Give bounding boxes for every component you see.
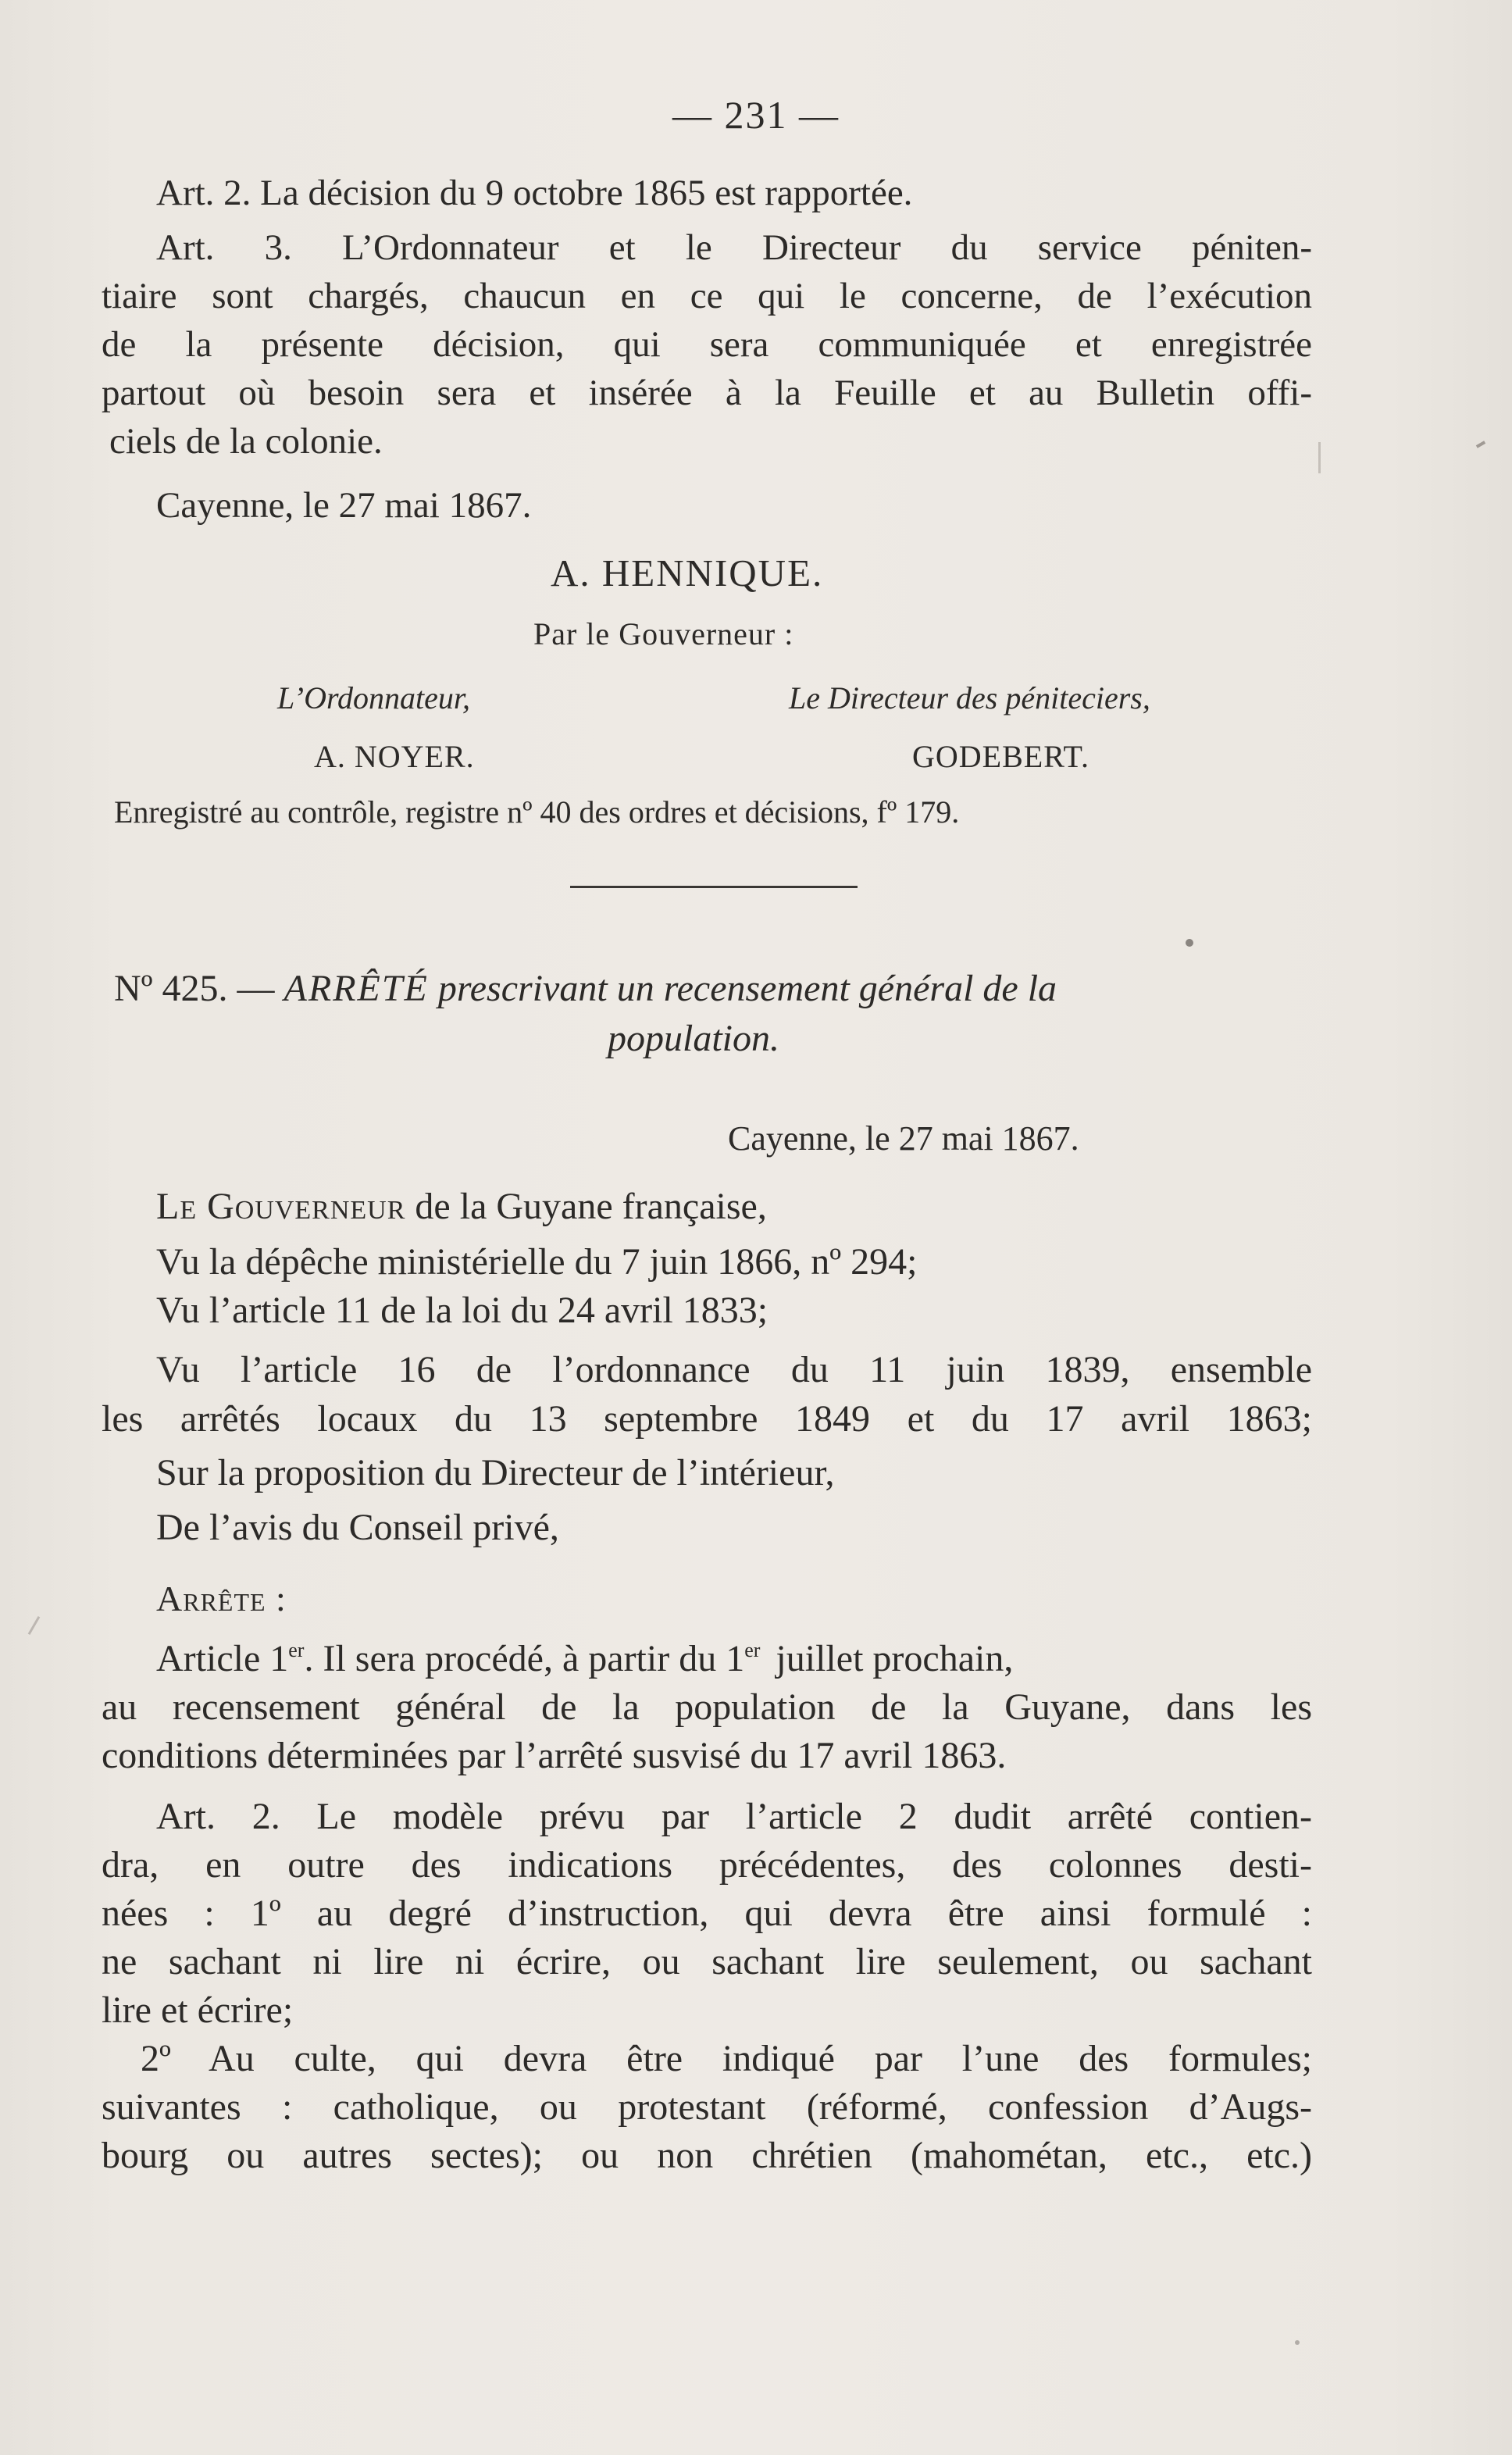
arrete-dash: — [237, 968, 275, 1009]
arrete-label: Arrête : [156, 1579, 287, 1618]
decision-by-governor: Par le Gouverneur : [533, 616, 794, 651]
page-number: — 231 — [672, 93, 840, 137]
decision-article-2: Art. 2. La décision du 9 octobre 1865 est rapportée. [156, 173, 913, 213]
arrete-governor-rest: de la Guyane française, [415, 1186, 767, 1227]
arrete-title-word: ARRÊTÉ [284, 968, 429, 1009]
article-1-line-3: conditions déterminées par l’arrêté susvisé du 17 avril 1863. [102, 1735, 1007, 1776]
decision-article-3-line-1: Art. 3. L’Ordonnateur et le Directeur du service péniten- [156, 227, 1312, 268]
article-2-line-4: ne sachant ni lire ni écrire, ou sachant lire seulement, ou sachant [102, 1941, 1312, 1982]
consideration-3: Vu l’article 16 de l’ordonnance du 11 juin 1839, ensemble [156, 1349, 1312, 1390]
registration-note: Enregistré au contrôle, registre nº 40 des ordres et décisions, fº 179. [114, 794, 960, 830]
decision-article-3-line-4: partout où besoin sera et insérée à la Feuille et au Bulletin offi- [102, 373, 1312, 413]
arrete-title-line-2: population. [608, 1018, 780, 1059]
paper-speck [1295, 2340, 1300, 2345]
arrete-heading [114, 967, 1057, 1010]
margin-mark [1476, 441, 1485, 448]
arrete-number: Nº 425. [114, 968, 228, 1009]
decision-article-3-line-5: ciels de la colonie. [109, 421, 383, 462]
article-2-line-5: lire et écrire; [102, 1989, 294, 2031]
article-2-line-1: Art. 2. Le modèle prévu par l’article 2 dudit arrêté contien- [156, 1796, 1312, 1837]
culte-line-1: 2º Au culte, qui devra être indiqué par l’une des formules; [141, 2038, 1312, 2079]
consideration-1: Vu la dépêche ministérielle du 7 juin 1866, nº 294; [156, 1241, 918, 1283]
arrete-title-rest: prescrivant un recensement général de la [437, 968, 1057, 1009]
ordonnateur-name: A. NOYER. [314, 739, 475, 774]
decision-signatory: A. HENNIQUE. [551, 551, 824, 594]
article-2-line-3: nées : 1º au degré d’instruction, qui devra être ainsi formulé : [102, 1893, 1312, 1934]
consideration-5: Sur la proposition du Directeur de l’intérieur, [156, 1452, 835, 1493]
arrete-place-date: Cayenne, le 27 mai 1867. [728, 1119, 1079, 1158]
arrete-governor-line [156, 1185, 767, 1228]
decision-place-date: Cayenne, le 27 mai 1867. [156, 485, 532, 526]
decision-article-3-line-3: de la présente décision, qui sera communiquée et enregistrée [102, 324, 1312, 365]
margin-scratch [28, 1616, 41, 1635]
consideration-6: De l’avis du Conseil privé, [156, 1507, 559, 1548]
arrete-governor: Le Gouverneur [156, 1186, 406, 1227]
section-divider [570, 886, 858, 888]
article-2-line-2: dra, en outre des indications précédentes, des colonnes desti- [102, 1844, 1312, 1886]
margin-mark-vertical [1318, 442, 1321, 473]
consideration-4: les arrêtés locaux du 13 septembre 1849 et du 17 avril 1863; [102, 1398, 1312, 1440]
decision-article-3-line-2: tiaire sont chargés, chaucun en ce qui le concerne, de l’exécution [102, 276, 1312, 316]
ink-dot [1186, 939, 1193, 947]
article-1-line-2: au recensement général de la population de la Guyane, dans les [102, 1686, 1312, 1728]
article-1-line-1: Article 1er. Il sera procédé, à partir du 1er juillet prochain, [156, 1638, 1014, 1679]
ordonnateur-title: L’Ordonnateur, [277, 680, 471, 715]
directeur-name: GODEBERT. [912, 739, 1089, 774]
consideration-2: Vu l’article 11 de la loi du 24 avril 1833; [156, 1290, 768, 1331]
directeur-title: Le Directeur des péniteciers, [789, 680, 1150, 715]
culte-line-2: suivantes : catholique, ou protestant (réformé, confession d’Augs- [102, 2086, 1312, 2128]
culte-line-3: bourg ou autres sectes); ou non chrétien (mahométan, etc., etc.) [102, 2135, 1312, 2176]
